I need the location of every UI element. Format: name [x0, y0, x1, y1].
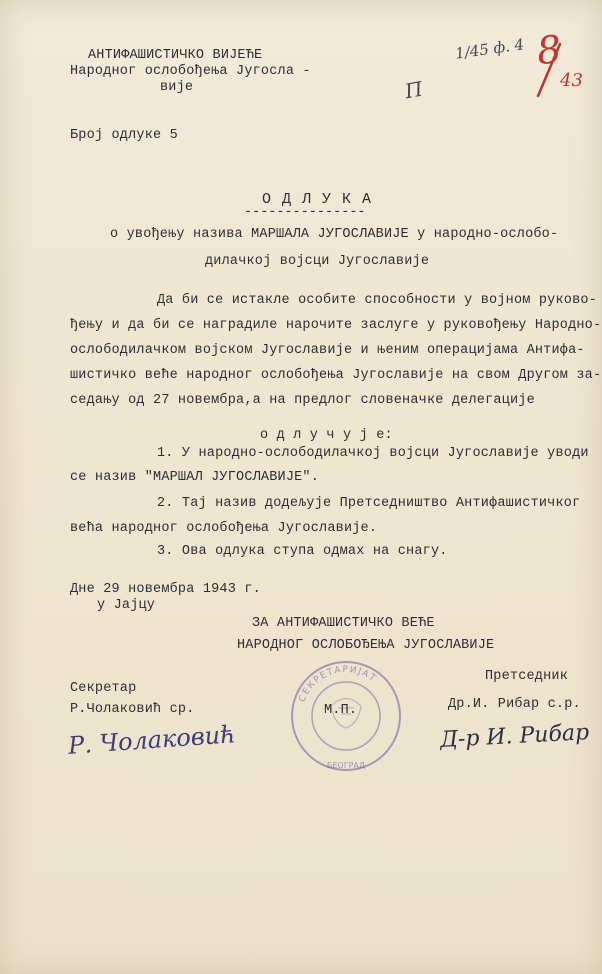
- title-underline: ---------------: [244, 205, 366, 220]
- stamp-city: БЕОГРАД: [326, 761, 366, 770]
- point-1-line-2: се назив "МАРШАЛ ЈУГОСЛАВИЈЕ".: [70, 470, 320, 485]
- preamble-line-3: ослободилачком војском Југославије и њеним операцијама Антифа-: [70, 343, 585, 358]
- secretary-signature: Р. Чолаковић: [67, 720, 237, 760]
- org-line-1: АНТИФАШИСТИЧКО ВИЈЕЋЕ: [88, 48, 263, 63]
- org-line-2: Народног ослобођења Југосла -: [70, 64, 311, 79]
- preamble-line-4: шистичко веће народног ослобођења Југославије на свом Другом за-: [70, 368, 602, 383]
- point-2-line-1: 2. Тај назив додељује Претседништво Антифашистичког: [157, 496, 581, 511]
- point-1-line-1: 1. У народно-ослободилачкој војсци Југославије уводи: [157, 446, 589, 461]
- signing-body-line-2: НАРОДНОГ ОСЛОБОЂЕЊА ЈУГОСЛАВИЈЕ: [237, 638, 495, 653]
- preamble-line-1: Да би се истакле особите способности у војном руково-: [157, 293, 597, 308]
- org-line-3: вије: [160, 80, 194, 95]
- signing-body-line-1: ЗА АНТИФАШИСТИЧКО ВЕЋЕ: [252, 616, 435, 631]
- archive-signature-ref: 1/45 ф. 4: [454, 35, 526, 63]
- point-3: 3. Ова одлука ступа одмах на снагу.: [157, 544, 448, 559]
- secretary-name: Р.Чолаковић ср.: [70, 702, 195, 717]
- president-signature: Д-р И. Рибар: [439, 720, 590, 753]
- place-line: у Јајцу: [97, 598, 156, 613]
- subject-line-2: дилачкој војсци Југославије: [205, 254, 430, 269]
- president-name: Др.И. Рибар с.р.: [448, 697, 581, 712]
- point-2-line-2: већа народног ослобођења Југославије.: [70, 521, 378, 536]
- subject-line-1: о увођењу назива МАРШАЛА ЈУГОСЛАВИЈЕ у народно-ослобо-: [110, 227, 559, 242]
- president-title: Претседник: [485, 669, 569, 684]
- archive-small-mark: П: [403, 76, 425, 104]
- archive-number-top: 8: [534, 26, 564, 74]
- stamp-ring-text: СЕКРЕТАРИЈАТ: [297, 664, 379, 704]
- preamble-line-5: седању од 27 новембра,а на предлог словеначке делегације: [70, 393, 535, 408]
- date-line: Дне 29 новембра 1943 г.: [70, 582, 261, 597]
- document-title: О Д Л У К А: [262, 191, 373, 208]
- svg-text:СЕКРЕТАРИЈАТ: [298, 665, 379, 704]
- stamp-center-label: М.П.: [324, 703, 358, 718]
- preamble-line-2: ђењу и да би се наградиле нарочите заслуге у руковођењу Народно-: [70, 318, 602, 333]
- archive-number-bottom: 43: [560, 70, 583, 91]
- secretary-title: Секретар: [70, 681, 137, 696]
- decision-number: Број одлуке 5: [70, 128, 178, 143]
- resolves-heading: о д л у ч у ј е:: [260, 428, 393, 443]
